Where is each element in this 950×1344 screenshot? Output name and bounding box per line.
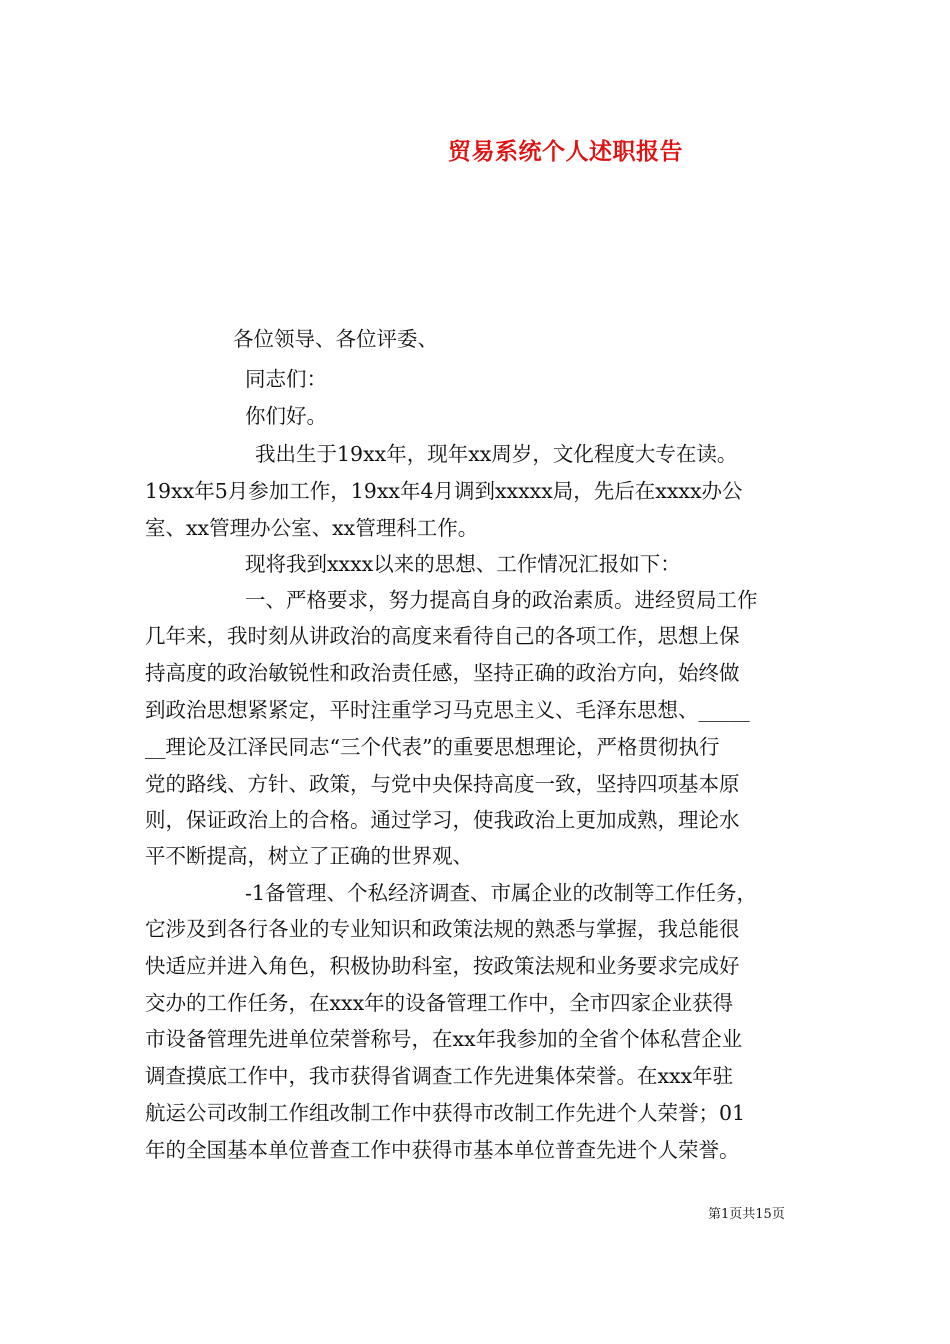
paragraph-line: 到政治思想紧紧定，平时注重学习马克思主义、毛泽东思想、_____ (145, 698, 750, 722)
paragraph-line: 交办的工作任务，在xxx年的设备管理工作中，全市四家企业获得 (145, 991, 734, 1015)
paragraph-line: 调查摸底工作中，我市获得省调查工作先进集体荣誉。在xxx年驻 (145, 1064, 734, 1088)
paragraph-line: 市设备管理先进单位荣誉称号，在xx年我参加的全省个体私营企业 (145, 1027, 743, 1051)
paragraph-line: 它涉及到各行各业的专业知识和政策法规的熟悉与掌握，我总能很 (145, 917, 740, 941)
paragraph-line: 持高度的政治敏锐性和政治责任感，坚持正确的政治方向，始终做 (145, 661, 740, 685)
paragraph-line: 平不断提高，树立了正确的世界观、 (145, 844, 473, 868)
paragraph-line: 党的路线、方针、政策，与党中央保持高度一致，坚持四项基本原 (145, 772, 740, 796)
paragraph-line: 年的全国基本单位普查工作中获得市基本单位普查先进个人荣誉。 (145, 1138, 740, 1162)
salutation-line: 各位领导、各位评委、 (233, 327, 438, 351)
document-title: 贸易系统个人述职报告 (448, 138, 683, 165)
paragraph-line: 我出生于19xx年，现年xx周岁，文化程度大专在读。 (255, 442, 738, 466)
paragraph-line: 几年来，我时刻从讲政治的高度来看待自己的各项工作，思想上保 (145, 624, 740, 648)
paragraph-line: 则，保证政治上的合格。通过学习，使我政治上更加成熟，理论水 (145, 808, 740, 832)
page-number: 第1页共15页 (708, 1207, 785, 1222)
paragraph-line: 航运公司改制工作组改制工作中获得市改制工作先进个人荣誉；01 (145, 1101, 746, 1125)
paragraph-line: __理论及江泽民同志“三个代表”的重要思想理论，严格贯彻执行 (145, 735, 720, 759)
salutation-line: 同志们： (245, 367, 327, 391)
paragraph-line: 快适应并进入角色，积极协助科室，按政策法规和业务要求完成好 (145, 954, 740, 978)
paragraph-line: -1备管理、个私经济调查、市属企业的改制等工作任务， (245, 881, 757, 905)
paragraph-line: 一、严格要求，努力提高自身的政治素质。进经贸局工作 (245, 588, 758, 612)
paragraph-line: 19xx年5月参加工作，19xx年4月调到xxxxx局，先后在xxxx办公 (145, 479, 743, 503)
paragraph-line: 现将我到xxxx以来的思想、工作情况汇报如下： (245, 552, 681, 576)
paragraph-line: 室、xx管理办公室、xx管理科工作。 (145, 516, 479, 540)
greeting-line: 你们好。 (245, 404, 327, 428)
